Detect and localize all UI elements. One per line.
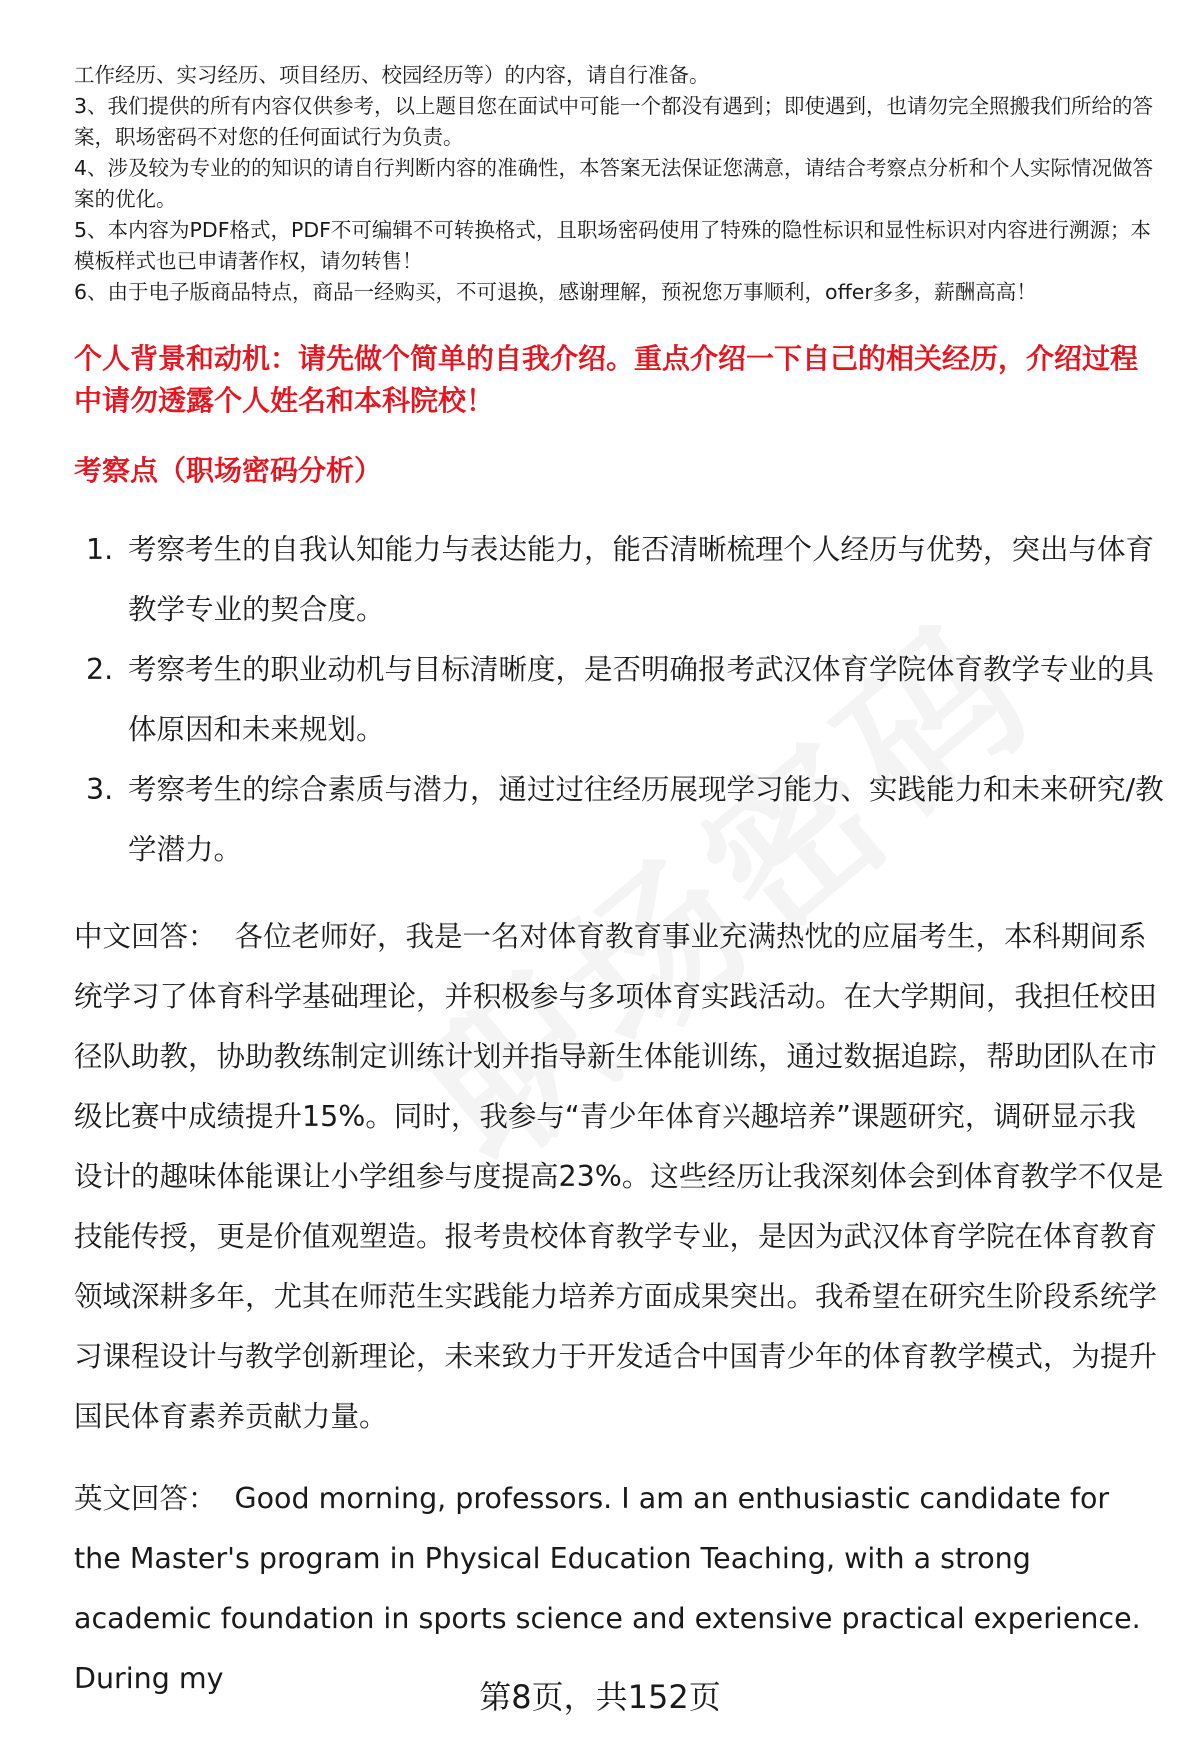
list-item [74,520,1164,640]
list-item-text: 考察考生的综合素质与潜力，通过过往经历展现学习能力、实践能力和未来研究/教学潜力。 [128,773,1164,866]
chinese-answer [74,907,1164,1447]
chinese-answer-text: 各位老师好，我是一名对体育教育事业充满热忱的应届考生，本科期间系统学习了体育科学基础理论，并积极参与多项体育实践活动。在大学期间，我担任校田径队助教，协助教练制定训练计划并指导新生体能训练，通过数据追踪，帮助团队在市级比赛中成绩提升15%。同时，我参与“青少年体育兴趣培养”课题研究，调研显示我设计的趣味体能课让小学组参与度提高23%。这些经历让我深刻体会到体育教学不仅是技能传授，更是价值观塑造。报考贵校体育教学专业，是因为武汉体育学院在体育教育领域深耕多年，尤其在师范生实践能力培养方面成果突出。我希望在研究生阶段系统学习课程设计与教学创新理论，未来致力于开发适合中国青少年的体育教学模式，为提升国民体育素养贡献力量。 [74,920,1164,1433]
list-item [74,760,1164,880]
note-line: 5、本内容为PDF格式，PDF不可编辑不可转换格式，且职场密码使用了特殊的隐性标识和显性标识对内容进行溯源；本模板样式也已申请著作权，请勿转售！ [74,218,1151,273]
section-title: 考察点（职场密码分析） [74,454,383,487]
chinese-answer-label: 中文回答： [74,920,217,953]
page-number-footer: 第8页，共152页 [479,1678,721,1716]
english-answer-label: 英文回答： [74,1482,217,1515]
note-line: 工作经历、实习经历、项目经历、校园经历等）的内容，请自行准备。 [74,63,710,87]
list-item-number: 2. [86,653,114,686]
note-line: 3、我们提供的所有内容仅供参考，以上题目您在面试中可能一个都没有遇到；即使遇到，也请勿完全照搬我们所给的答案，职场密码不对您的任何面试行为负责。 [74,94,1154,149]
question-heading: 个人背景和动机：请先做个简单的自我介绍。重点介绍一下自己的相关经历，介绍过程中请勿透露个人姓名和本科院校！ [74,342,1139,417]
note-line: 4、涉及较为专业的的知识的请自行判断内容的准确性，本答案无法保证您满意，请结合考察点分析和个人实际情况做答案的优化。 [74,156,1154,211]
note-line: 6、由于电子版商品特点，商品一经购买，不可退换，感谢理解，预祝您万事顺利，offer多多，薪酬高高！ [74,280,1037,304]
points-list [74,520,1164,880]
list-item-text: 考察考生的自我认知能力与表达能力，能否清晰梳理个人经历与优势，突出与体育教学专业的契合度。 [128,533,1155,626]
list-item [74,640,1164,760]
list-item-number: 1. [86,533,114,566]
list-item-text: 考察考生的职业动机与目标清晰度，是否明确报考武汉体育学院体育教学专业的具体原因和未来规划。 [128,653,1155,746]
notes-block [74,60,1164,308]
list-item-number: 3. [86,773,114,806]
english-answer-text: Good morning, professors. I am an enthusiastic candidate for the Master's program in Physical Education Teaching, with a strong academic foundation in sports science and extensive practical experience. During my [74,1482,1141,1695]
